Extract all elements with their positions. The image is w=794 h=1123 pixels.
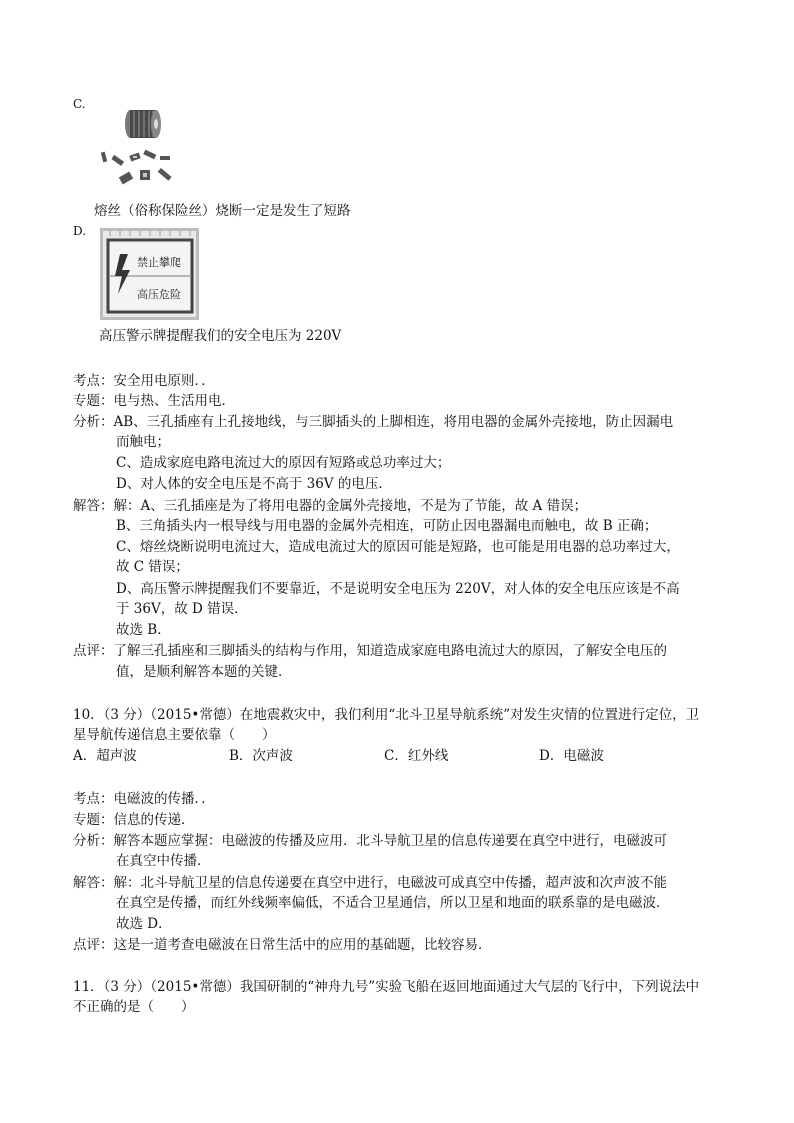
sign-text-bottom: 高压危险 [137, 288, 181, 301]
option-c-letter: C. [73, 97, 86, 111]
q9-jieda-line: C、熔丝烧断说明电流过大，造成电流过大的原因可能是短路，也可能是用电器的总功率过大， [116, 539, 680, 555]
fuse-image [100, 106, 186, 192]
q10-option-a: A．超声波 [73, 748, 137, 764]
q9-fenxi-line: 分析：AB、三孔插座有上孔接地线，与三脚插头的上脚相连，将用电器的金属外壳接地，防止因漏电 [73, 414, 674, 430]
q10-kaodian: 考点：电磁波的传播．． [73, 791, 215, 807]
sign-text-top: 禁止攀爬 [137, 256, 181, 269]
q9-jieda-line: 于 36V，故 D 错误． [116, 601, 248, 617]
q9-fenxi-line: 而触电； [116, 434, 170, 450]
q11-stem-line: 11．（3 分）（2015•常德）我国研制的“神舟九号”实验飞船在返回地面通过大气层的飞行中，下列说法中 [73, 979, 700, 995]
q10-jieda-line: 在真空是传播，而红外线频率偏低，不适合卫星通信，所以卫星和地面的联系靠的是电磁波． [116, 895, 670, 911]
q10-dianping: 点评：这是一道考查电磁波在日常生活中的应用的基础题，比较容易． [73, 937, 492, 953]
q10-stem-line: 星导航传递信息主要依靠（ ） [73, 727, 276, 743]
option-d-letter: D. [73, 224, 87, 238]
warning-sign-image [100, 228, 199, 320]
q9-fenxi-line: C、造成家庭电路电流过大的原因有短路或总功率过大； [116, 455, 451, 471]
option-c-caption: 熔丝（俗称保险丝）烧断一定是发生了短路 [94, 203, 351, 219]
q9-jieda-line: 故选 B． [116, 622, 171, 638]
q10-zhuanti: 专题：信息的传递． [73, 812, 195, 828]
q9-dianping-line: 点评：了解三孔插座和三脚插头的结构与作用，知道造成家庭电路电流过大的原因，了解安全电压的 [73, 643, 667, 659]
q10-option-b: B．次声波 [229, 748, 293, 764]
q9-kaodian: 考点：安全用电原则．． [73, 373, 215, 389]
q9-zhuanti: 专题：电与热、生活用电． [73, 393, 235, 409]
q10-jieda-line: 解答：解：北斗导航卫星的信息传递要在真空中进行，电磁波可成真空中传播，超声波和次声波不能 [73, 875, 667, 891]
q10-fenxi-line: 分析：解答本题应掌握：电磁波的传播及应用．北斗导航卫星的信息传递要在真空中进行，电磁波可 [73, 833, 667, 849]
q10-jieda-line: 故选 D． [116, 916, 172, 932]
q9-fenxi-line: D、对人体的安全电压是不高于 36V 的电压． [116, 476, 392, 492]
q9-dianping-line: 值，是顺利解答本题的关键． [116, 664, 292, 680]
q9-jieda-line: 解答：解：A、三孔插座是为了将用电器的金属外壳接地，不是为了节能，故 A 错误； [73, 498, 588, 514]
q9-jieda-line: B、三角插头内一根导线与用电器的金属外壳相连，可防止因电器漏电而触电，故 B 正确； [116, 518, 658, 534]
option-d-caption: 高压警示牌提醒我们的安全电压为 220V [99, 328, 342, 344]
q11-stem-line: 不正确的是（ ） [73, 999, 195, 1015]
q10-fenxi-line: 在真空中传播． [116, 853, 211, 869]
q9-jieda-line: D、高压警示牌提醒我们不要靠近，不是说明安全电压为 220V，对人体的安全电压应该是不高 [116, 581, 680, 597]
q10-stem-line: 10．（3 分）（2015•常德）在地震救灾中，我们利用“北斗卫星导航系统”对发生灾情的位置进行定位，卫 [73, 707, 700, 723]
q9-jieda-line: 故 C 错误； [116, 559, 189, 575]
q10-option-c: C．红外线 [384, 748, 449, 764]
q10-option-d: D．电磁波 [539, 748, 604, 764]
